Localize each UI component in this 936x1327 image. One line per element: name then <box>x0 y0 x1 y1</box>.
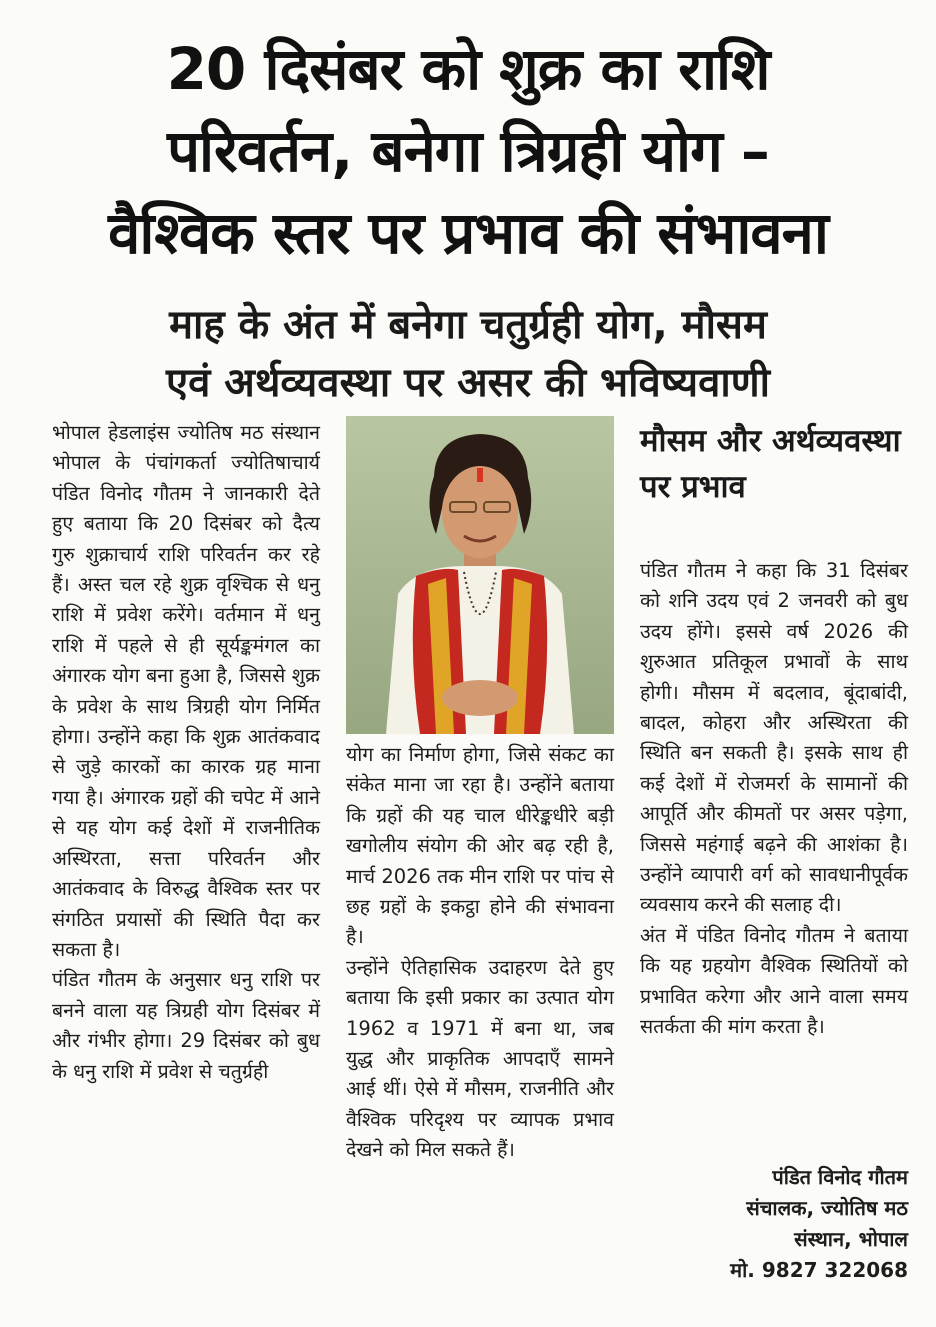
signature-name: पंडित विनोद गौतम <box>772 1165 908 1189</box>
subheadline-line-1: माह के अंत में बनेगा चतुर्ग्रही योग, मौसम <box>169 302 767 348</box>
column1-paragraph-1: भोपाल हेडलाइंस ज्योतिष मठ संस्थान भोपाल के पंचांगकर्ता ज्योतिषाचार्य पंडित विनोद गौतम ने जानकारी देते हुए बताया कि 20 दिसंबर को दैत्य गुरु शुक्राचार्य राशि परिवर्तन कर रहे हैं। अस्त चल रहे शुक्र वृश्चिक से धनु राशि में प्रवेश करेंगे। वर्तमान में धनु राशि में पहले से ही सूर्यङ्कमंगल का अंगारक योग बना हुआ है, जिससे शुक्र के प्रवेश के साथ त्रिग्रही योग निर्मित होगा। उन्होंने कहा कि शुक्र आतंकवाद से जुड़े कारकों का कारक ग्रह माना गया है। अंगारक ग्रहों की चपेट में आने से यह योग कई देशों में राजनीतिक अस्थिरता, सत्ता परिवर्तन और आतंकवाद के विरुद्ध वैश्विक स्तर पर संगठित प्रयासों की स्थिति पैदा कर सकता है। <box>52 421 320 961</box>
section-heading: मौसम और अर्थव्यवस्था पर प्रभाव <box>640 423 901 505</box>
signature-title: संचालक, ज्योतिष मठ <box>746 1196 908 1220</box>
headline-line-1: 20 दिसंबर को शुक्र का राशि <box>166 35 770 103</box>
article-column-3 <box>640 556 908 1043</box>
column1-paragraph-2: पंडित गौतम के अनुसार धनु राशि पर बनने वाला यह त्रिग्रही योग दिसंबर में और गंभीर होगा। 29 दिसंबर को बुध के धनु राशि में प्रवेश से चतुर्ग्रही <box>52 968 320 1083</box>
signature-place: संस्थान, भोपाल <box>794 1227 908 1251</box>
column2-paragraph-1: योग का निर्माण होगा, जिसे संकट का संकेत माना जा रहा है। उन्होंने बताया कि ग्रहों की यह चाल धीरेङ्कधीरे बड़ी खगोलीय संयोग की ओर बढ़ रही है, मार्च 2026 तक मीन राशि पर पांच से छह ग्रहों के इकट्ठा होने की संभावना है। <box>346 743 614 949</box>
article-column-2 <box>346 740 614 1166</box>
article-column-1 <box>52 418 320 1087</box>
author-signature <box>608 1162 908 1286</box>
author-photo-illustration <box>346 416 614 734</box>
column2-paragraph-2: उन्होंने ऐतिहासिक उदाहरण देते हुए बताया कि इसी प्रकार का उत्पात योग 1962 व 1971 में बना था, जब युद्ध और प्राकृतिक आपदाएँ सामने आई थीं। ऐसे में मौसम, राजनीति और वैश्विक परिदृश्य पर व्यापक प्रभाव देखने को मिल सकते हैं। <box>346 955 614 1162</box>
subheadline <box>20 296 916 412</box>
headline-line-2: परिवर्तन, बनेगा त्रिग्रही योग – <box>167 117 769 185</box>
signature-phone: मो. 9827 322068 <box>730 1258 908 1282</box>
author-photo <box>346 416 614 734</box>
headline <box>20 28 916 274</box>
column3-paragraph-1: पंडित गौतम ने कहा कि 31 दिसंबर को शनि उदय एवं 2 जनवरी को बुध उदय होंगे। इससे वर्ष 2026 की शुरुआत प्रतिकूल प्रभावों के साथ होगी। मौसम में बदलाव, बूंदाबांदी, बादल, कोहरा और अस्थिरता की स्थिति बन सकती है। इसके साथ ही कई देशों में रोजमर्रा के सामानों की आपूर्ति और कीमतों पर असर पड़ेगा, जिससे महंगाई बढ़ने की आशंका है। उन्होंने व्यापारी वर्ग को सावधानीपूर्वक व्यवसाय करने की सलाह दी। <box>640 559 908 917</box>
column3-paragraph-2: अंत में पंडित विनोद गौतम ने बताया कि यह ग्रहयोग वैश्विक स्थितियों को प्रभावित करेगा और आने वाला समय सतर्कता की मांग करता है। <box>640 923 908 1039</box>
headline-line-3: वैश्विक स्तर पर प्रभाव की संभावना <box>108 199 828 267</box>
subheadline-line-2: एवं अर्थव्यवस्था पर असर की भविष्यवाणी <box>165 360 771 406</box>
